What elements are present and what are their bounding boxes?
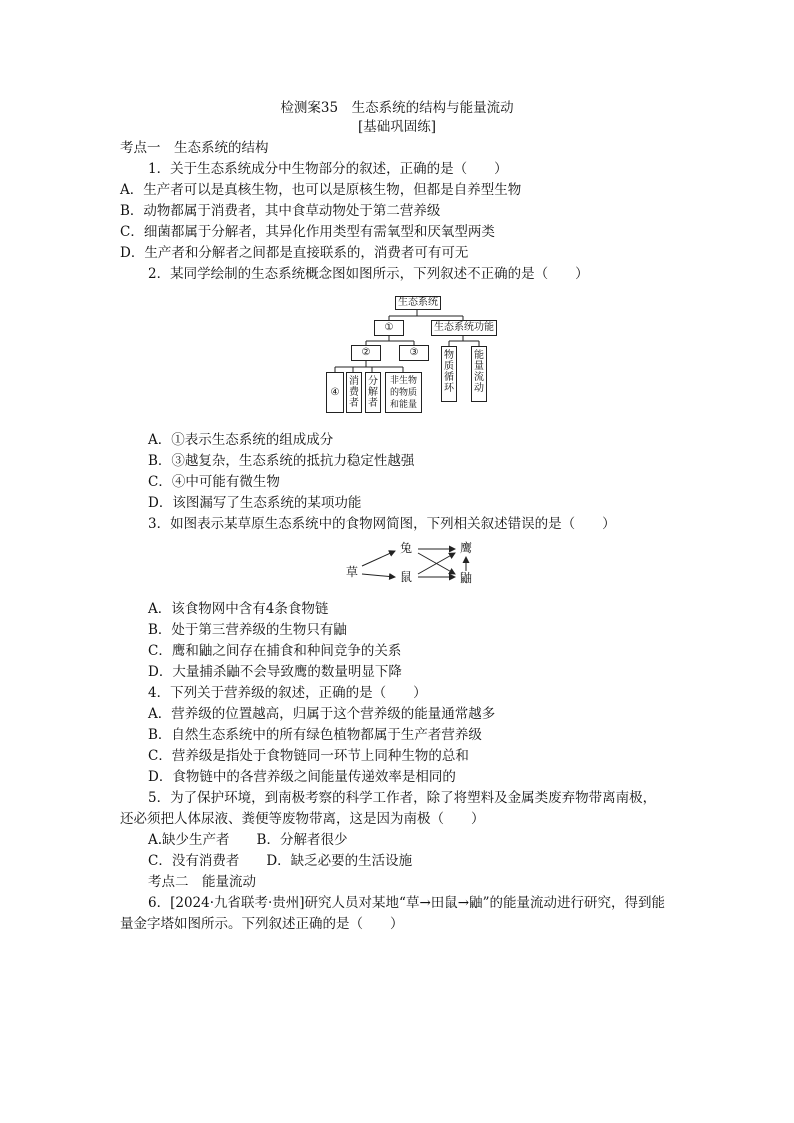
concept-node-1: ① — [374, 320, 404, 336]
concept-decomposer-label: 分解者 — [368, 376, 378, 409]
q5-stem-line1: 5．为了保护环境，到南极考察的科学工作者，除了将塑料及金属类废弃物带离南极， — [148, 790, 657, 806]
q4-option-c: C．营养级是指处于食物链同一环节上同种生物的总和 — [148, 748, 469, 764]
q6-stem-line2: 量金字塔如图所示。下列叙述正确的是（ ） — [120, 916, 404, 932]
q3-option-a: A．该食物网中含有4条食物链 — [148, 601, 329, 617]
concept-cycle-label: 物质循环 — [444, 350, 454, 394]
q2-option-a: A．①表示生态系统的组成成分 — [148, 432, 334, 448]
page-subtitle: [基础巩固练] — [357, 119, 437, 135]
q1-option-a: A．生产者可以是真核生物，也可以是原核生物，但都是自养型生物 — [120, 182, 522, 198]
concept-root-box: 生态系统 — [395, 296, 441, 310]
food-web-mouse: 鼠 — [400, 570, 413, 584]
page-title: 检测案35 生态系统的结构与能量流动 — [280, 100, 514, 116]
concept-flow-label: 能量流动 — [474, 350, 484, 394]
concept-abiotic-box: 非生物的物质和能量 — [385, 372, 422, 413]
q1-option-c: C．细菌都属于分解者，其异化作用类型有需氧型和厌氧型两类 — [120, 224, 495, 240]
q2-option-b: B．③越复杂，生态系统的抵抗力稳定性越强 — [148, 453, 415, 469]
section-heading-1: 考点一 生态系统的结构 — [120, 140, 269, 156]
q4-option-b: B．自然生态系统中的所有绿色植物都属于生产者营养级 — [148, 727, 482, 743]
q5-options-cd: C．没有消费者 D．缺乏必要的生活设施 — [148, 853, 413, 869]
q1-option-d: D．生产者和分解者之间都是直接联系的，消费者可有可无 — [120, 245, 469, 261]
concept-consumer-label: 消费者 — [349, 376, 359, 409]
q1-option-b: B．动物都属于消费者，其中食草动物处于第二营养级 — [120, 203, 441, 219]
q4-stem: 4．下列关于营养级的叙述，正确的是（ ） — [148, 685, 427, 701]
q3-option-d: D．大量捕杀鼬不会导致鹰的数量明显下降 — [148, 664, 402, 680]
q4-option-d: D．食物链中的各营养级之间能量传递效率是相同的 — [148, 769, 456, 785]
q6-stem-line1: 6．[2024·九省联考·贵州]研究人员对某地“草→田鼠→鼬”的能量流动进行研究，得到能 — [148, 895, 665, 911]
q5-stem-line2: 还必须把人体尿液、粪便等废物带离，这是因为南极（ ） — [120, 811, 485, 827]
q2-option-c: C．④中可能有微生物 — [148, 474, 280, 490]
concept-function-box: 生态系统功能 — [431, 320, 497, 336]
q3-option-c: C．鹰和鼬之间存在捕食和种间竞争的关系 — [148, 643, 402, 659]
food-web-weasel: 鼬 — [460, 571, 473, 585]
q2-stem: 2．某同学绘制的生态系统概念图如图所示，下列叙述不正确的是（ ） — [148, 266, 589, 282]
q1-stem: 1．关于生态系统成分中生物部分的叙述，正确的是（ ） — [148, 161, 508, 177]
food-web-rabbit: 兔 — [400, 541, 413, 555]
q5-options-ab: A.缺少生产者 B．分解者很少 — [148, 832, 348, 848]
q3-stem: 3．如图表示某草原生态系统中的食物网简图，下列相关叙述错误的是（ ） — [148, 516, 616, 532]
section-heading-2: 考点二 能量流动 — [148, 874, 256, 890]
concept-node-2: ② — [351, 345, 381, 361]
q4-option-a: A．营养级的位置越高，归属于这个营养级的能量通常越多 — [148, 706, 496, 722]
food-web-grass: 草 — [346, 565, 359, 579]
concept-node-3: ③ — [399, 345, 429, 361]
concept-node-4: ④ — [326, 372, 344, 413]
food-web-eagle: 鹰 — [460, 541, 473, 555]
q3-option-b: B．处于第三营养级的生物只有鼬 — [148, 622, 347, 638]
q2-option-d: D．该图漏写了生态系统的某项功能 — [148, 495, 362, 511]
